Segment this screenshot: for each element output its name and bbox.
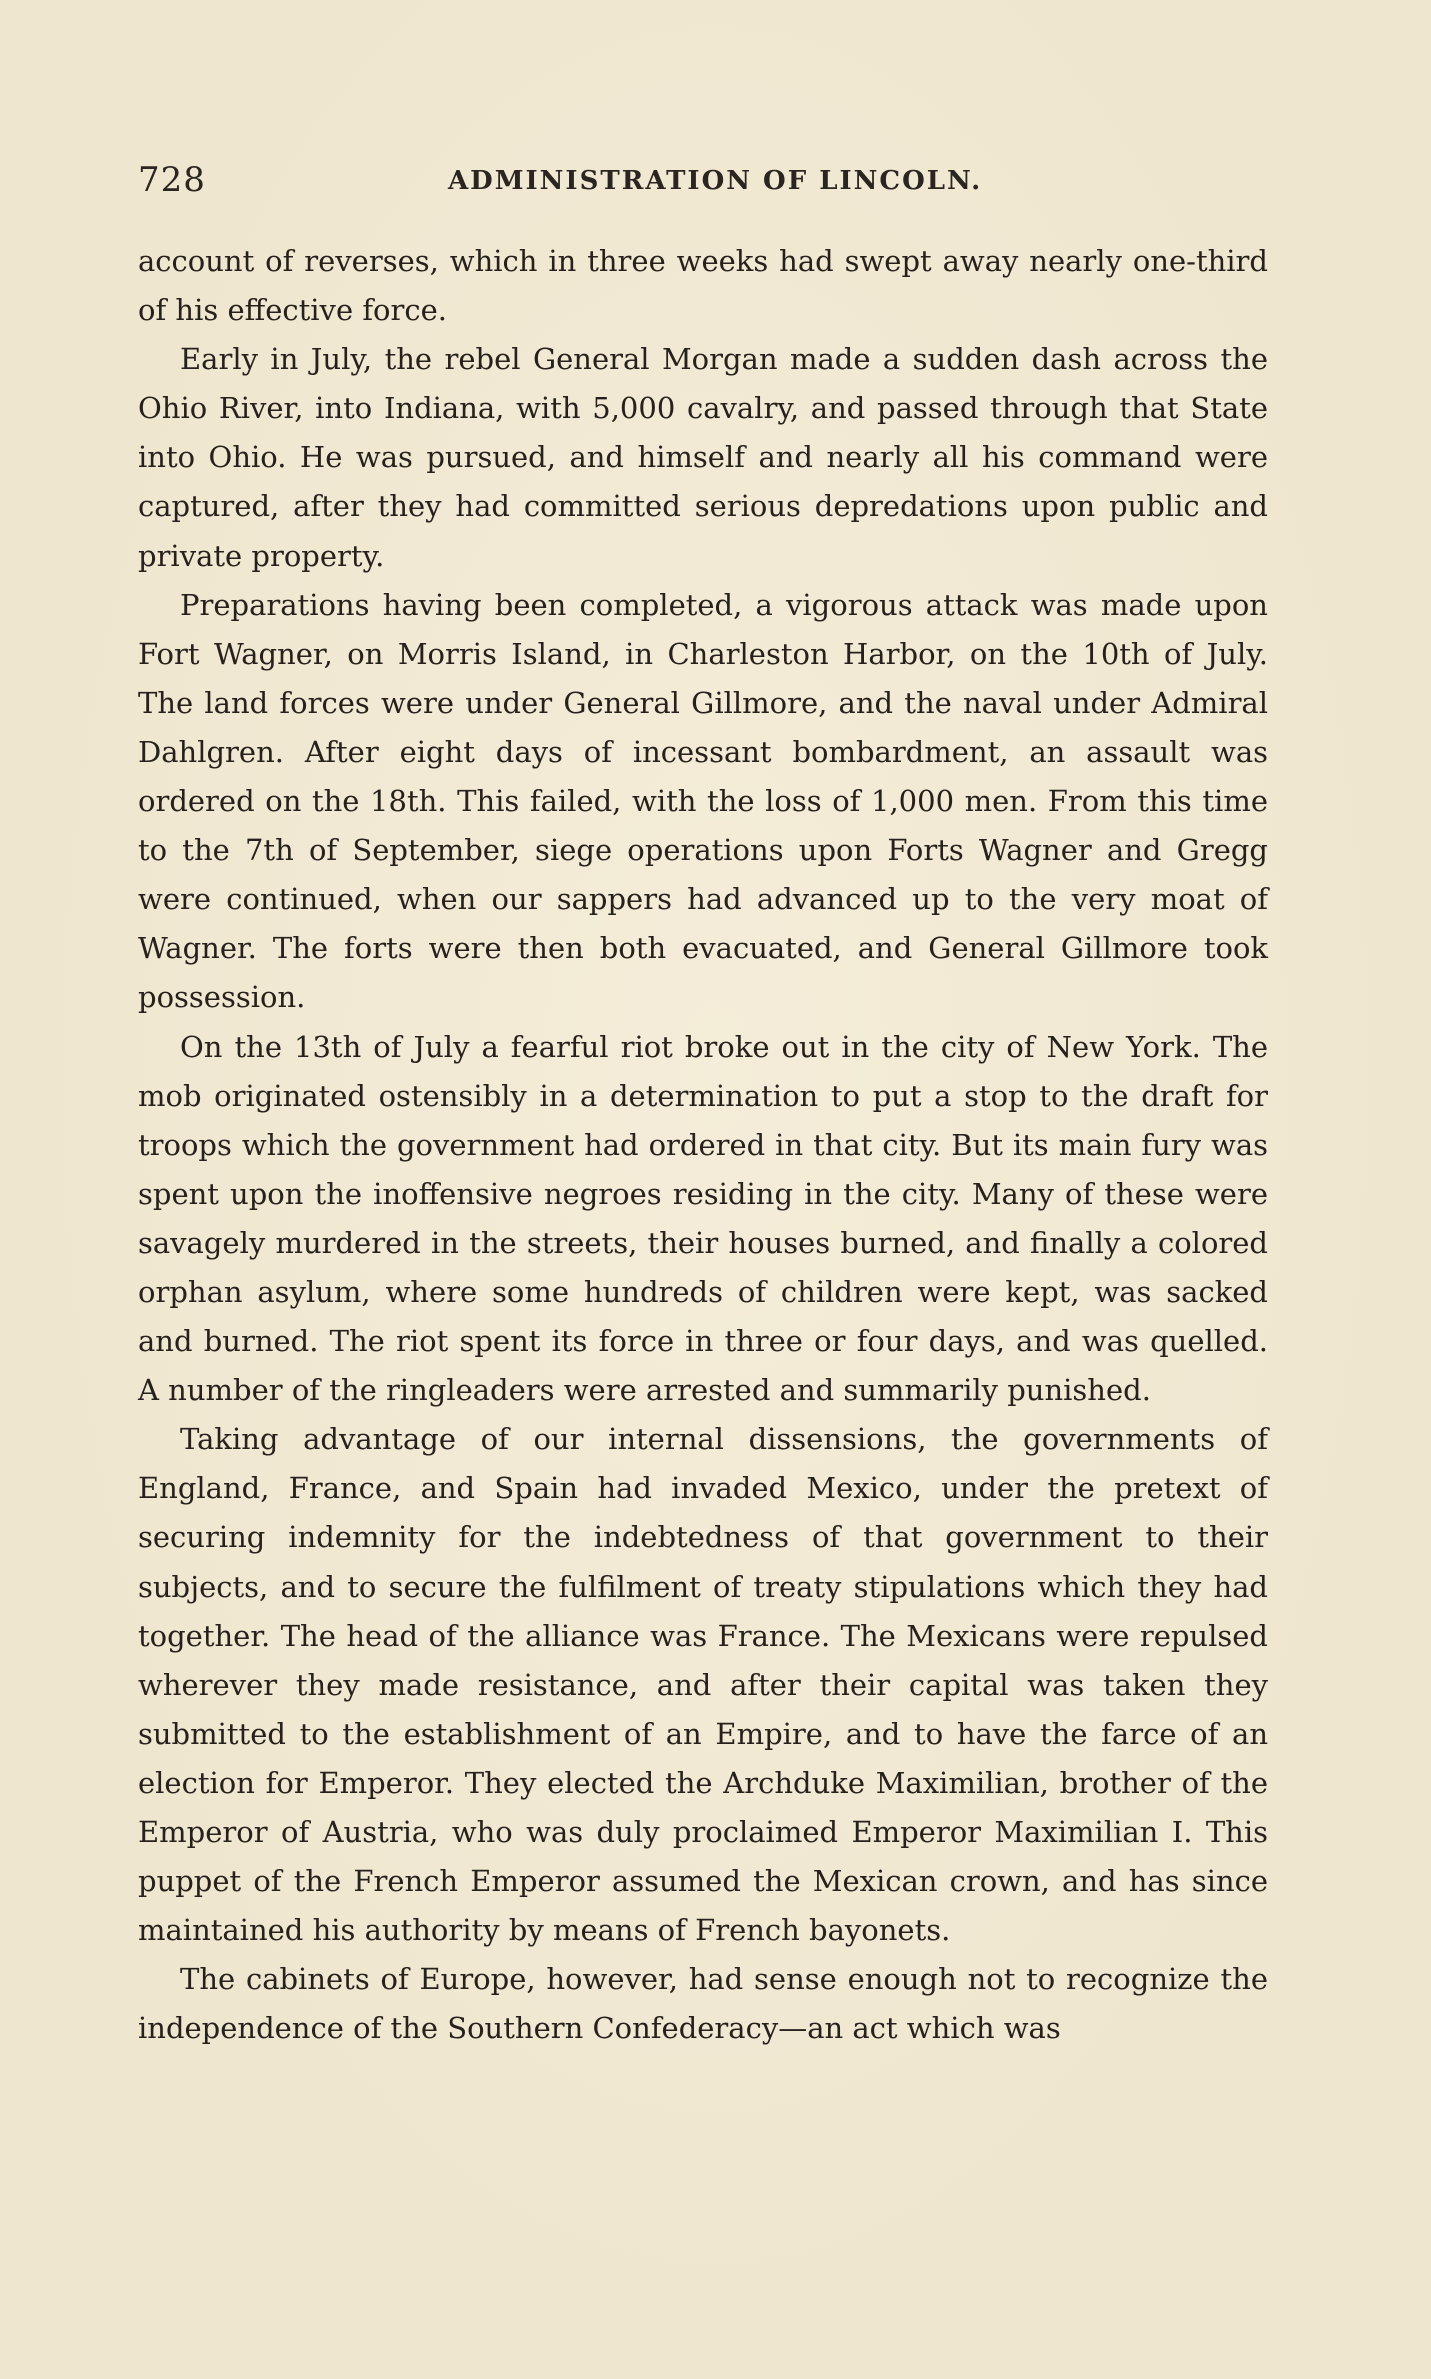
paragraph: account of reverses, which in three weeks had swept away nearly one-third of his effective force. [138,244,1268,328]
page-header [138,160,1268,220]
running-head: ADMINISTRATION OF LINCOLN. [448,166,983,196]
page-number: 728 [138,160,206,200]
paragraph: Early in July, the rebel General Morgan made a sudden dash across the Ohio River, into Indiana, with 5,000 cavalry, and passed through that State into Ohio. He was pursued, and himself and nearly all his command were captured, after they had committed serious depredations upon public and private property. [138,342,1268,573]
paragraph: Taking advantage of our internal dissensions, the governments of England, France, and Spain had invaded Mexico, under the pretext of securing indemnity for the indebtedness of that government to their subjects, and to secure the fulfilment of treaty stipulations which they had together. The head of the alliance was France. The Mexicans were repulsed wherever they made resistance, and after their capital was taken they submitted to the establishment of an Empire, and to have the farce of an election for Emperor. They elected the Archduke Maximilian, brother of the Emperor of Austria, who was duly proclaimed Emperor Maximilian I. This puppet of the French Emperor assumed the Mexican crown, and has since maintained his authority by means of French bayonets. [138,1422,1268,1948]
paragraph: The cabinets of Europe, however, had sense enough not to recognize the independence of the Southern Confederacy—an act which was [138,1962,1268,2046]
paragraph: On the 13th of July a fearful riot broke out in the city of New York. The mob originated ostensibly in a determination to put a stop to the draft for troops which the government had ordered in that city. But its main fury was spent upon the inoffensive negroes residing in the city. Many of these were savagely murdered in the streets, their houses burned, and finally a colored orphan asylum, where some hundreds of children were kept, was sacked and burned. The riot spent its force in three or four days, and was quelled. A number of the ringleaders were arrested and summarily punished. [138,1029,1268,1408]
body-text [138,237,1268,2053]
paragraph: Preparations having been completed, a vigorous attack was made upon Fort Wagner, on Morris Island, in Charleston Harbor, on the 10th of July. The land forces were under General Gillmore, and the naval under Admiral Dahlgren. After eight days of incessant bombardment, an assault was ordered on the 18th. This failed, with the loss of 1,000 men. From this time to the 7th of September, siege operations upon Forts Wagner and Gregg were continued, when our sappers had advanced up to the very moat of Wagner. The forts were then both evacuated, and General Gillmore took possession. [138,587,1268,1015]
